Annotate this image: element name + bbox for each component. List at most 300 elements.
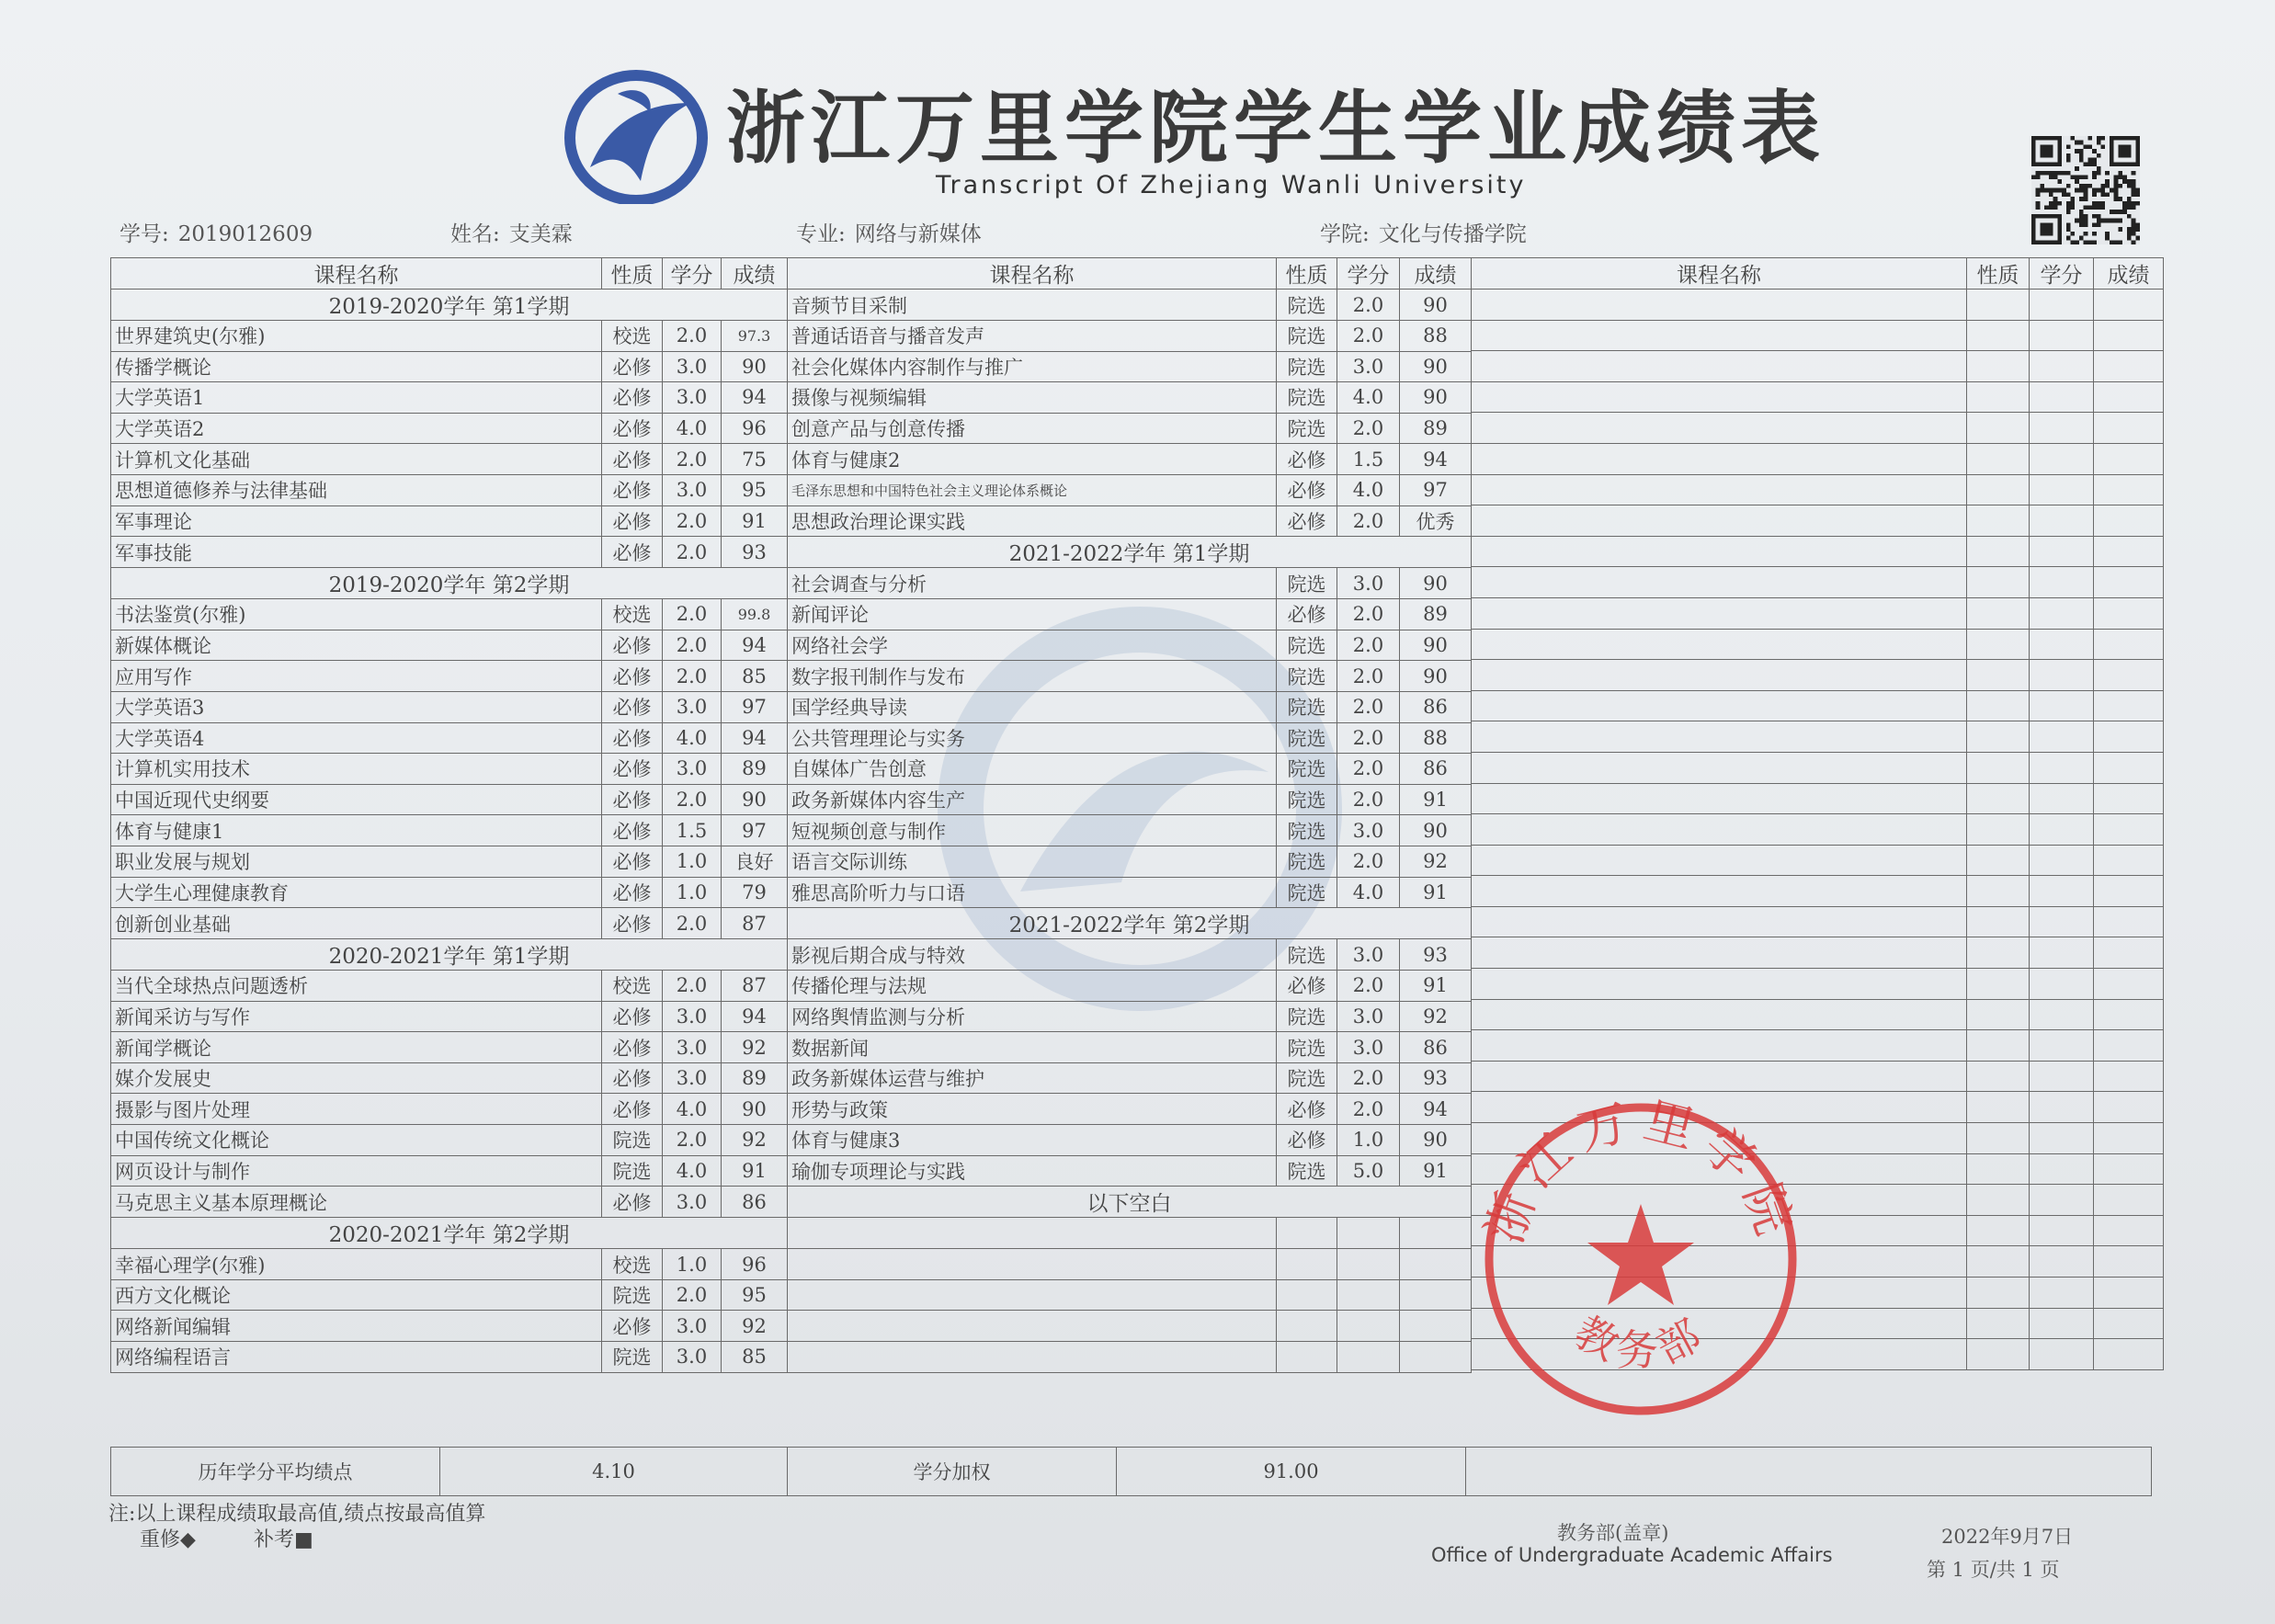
empty-cell <box>1472 474 1967 505</box>
course-score: 90 <box>1400 290 1472 321</box>
empty-cell <box>2094 1185 2164 1216</box>
course-type: 必修 <box>602 505 663 537</box>
header-type: 性质 <box>1277 258 1337 290</box>
table-row <box>1472 1061 2164 1092</box>
empty-cell <box>1967 1030 2030 1062</box>
course-type: 院选 <box>1277 661 1337 692</box>
semester-heading: 2021-2022学年 第1学期 <box>788 537 1472 568</box>
empty-cell <box>2030 290 2094 321</box>
course-type: 院选 <box>1277 382 1337 414</box>
course-credit: 2.0 <box>1337 784 1400 815</box>
header-type: 性质 <box>602 258 663 290</box>
table-row <box>111 722 1472 754</box>
course-name: 书法鉴赏(尔雅) <box>111 599 602 630</box>
course-credit: 2.0 <box>663 537 722 568</box>
header-credit: 学分 <box>2030 258 2094 290</box>
course-type: 院选 <box>1277 877 1337 908</box>
empty-cell <box>1400 1311 1472 1342</box>
course-name: 大学英语1 <box>111 382 602 414</box>
table-header-row <box>1472 258 2164 290</box>
empty-cell <box>1472 783 1967 814</box>
empty-cell <box>2030 1246 2094 1278</box>
course-type: 必修 <box>602 784 663 815</box>
header-course: 课程名称 <box>1472 258 1967 290</box>
empty-cell <box>2094 1308 2164 1339</box>
empty-cell <box>2030 906 2094 937</box>
table-row <box>111 691 1472 722</box>
course-credit: 3.0 <box>663 754 722 785</box>
empty-cell <box>2030 1123 2094 1154</box>
course-name: 自媒体广告创意 <box>788 754 1277 785</box>
course-name: 摄影与图片处理 <box>111 1094 602 1125</box>
course-type: 必修 <box>602 691 663 722</box>
empty-cell <box>1967 906 2030 937</box>
empty-cell <box>2094 1339 2164 1370</box>
empty-cell <box>1472 629 1967 660</box>
course-name: 体育与健康1 <box>111 815 602 846</box>
table-row <box>1472 752 2164 783</box>
table-row <box>1472 906 2164 937</box>
table-row <box>1472 597 2164 629</box>
course-name: 形势与政策 <box>788 1094 1277 1125</box>
table-row <box>1472 567 2164 598</box>
empty-cell <box>788 1311 1277 1342</box>
course-credit: 2.0 <box>1337 722 1400 754</box>
course-credit: 3.0 <box>1337 939 1400 971</box>
empty-cell <box>1967 1185 2030 1216</box>
course-credit: 4.0 <box>663 1094 722 1125</box>
empty-cell <box>2030 1061 2094 1092</box>
header-score: 成绩 <box>1400 258 1472 290</box>
course-credit: 3.0 <box>1337 351 1400 382</box>
course-credit: 2.0 <box>663 444 722 475</box>
course-credit: 3.0 <box>663 1311 722 1342</box>
empty-cell <box>2030 721 2094 753</box>
course-score: 90 <box>722 784 788 815</box>
empty-cell <box>2030 845 2094 876</box>
table-row <box>1472 629 2164 660</box>
table-row <box>111 1279 1472 1311</box>
course-name: 数据新闻 <box>788 1032 1277 1063</box>
empty-cell <box>1337 1279 1400 1311</box>
course-score: 97 <box>722 815 788 846</box>
course-type: 校选 <box>602 971 663 1002</box>
empty-cell <box>1967 1092 2030 1123</box>
course-credit: 2.0 <box>1337 661 1400 692</box>
course-name: 思想政治理论课实践 <box>788 505 1277 537</box>
empty-cell <box>2030 1092 2094 1123</box>
empty-cell <box>1472 351 1967 382</box>
note-text: 注:以上课程成绩取最高值,绩点按最高值算 <box>108 1503 486 1526</box>
empty-cell <box>1277 1279 1337 1311</box>
empty-cell <box>2030 505 2094 537</box>
course-type: 院选 <box>1277 754 1337 785</box>
seal-top-text: 浙江万里学院 <box>1475 1094 1806 1251</box>
course-score: 90 <box>722 1094 788 1125</box>
course-type: 必修 <box>1277 444 1337 475</box>
course-credit: 2.0 <box>663 661 722 692</box>
table-row <box>1472 536 2164 567</box>
course-name: 瑜伽专项理论与实践 <box>788 1155 1277 1187</box>
empty-cell <box>1472 937 1967 969</box>
course-credit: 2.0 <box>663 505 722 537</box>
course-name: 体育与健康2 <box>788 444 1277 475</box>
course-name: 社会化媒体内容制作与推广 <box>788 351 1277 382</box>
course-credit: 2.0 <box>663 321 722 352</box>
course-credit: 2.0 <box>663 784 722 815</box>
empty-cell <box>1967 783 2030 814</box>
empty-cell <box>1967 660 2030 691</box>
empty-cell <box>2094 505 2164 537</box>
svg-text:教务部 <box>1566 1307 1715 1376</box>
course-score: 96 <box>722 1249 788 1280</box>
course-name: 马克思主义基本原理概论 <box>111 1187 602 1218</box>
empty-cell <box>2094 1030 2164 1062</box>
table-row <box>111 1218 1472 1249</box>
course-credit: 4.0 <box>663 1155 722 1187</box>
empty-cell <box>2094 814 2164 846</box>
course-score: 90 <box>1400 630 1472 661</box>
empty-cell <box>1967 290 2030 321</box>
empty-cell <box>1967 443 2030 474</box>
header-credit: 学分 <box>1337 258 1400 290</box>
empty-cell <box>2030 752 2094 783</box>
empty-cell <box>2030 876 2094 907</box>
empty-cell <box>1472 505 1967 537</box>
page-subtitle: Transcript Of Zhejiang Wanli University <box>936 171 1527 199</box>
table-row <box>111 537 1472 568</box>
course-name: 网络编程语言 <box>111 1342 602 1373</box>
empty-cell <box>1472 999 1967 1030</box>
empty-cell <box>1472 969 1967 1000</box>
course-name: 大学生心理健康教育 <box>111 877 602 908</box>
empty-cell <box>2030 474 2094 505</box>
empty-cell <box>2094 876 2164 907</box>
course-credit: 2.0 <box>1337 321 1400 352</box>
course-score: 90 <box>1400 568 1472 599</box>
empty-cell <box>1472 567 1967 598</box>
course-score: 89 <box>722 1062 788 1094</box>
table-row <box>111 1125 1472 1156</box>
course-score: 87 <box>722 908 788 939</box>
course-type: 院选 <box>1277 413 1337 444</box>
empty-cell <box>2094 1278 2164 1309</box>
empty-cell <box>1967 690 2030 721</box>
course-score: 94 <box>1400 444 1472 475</box>
university-logo <box>563 66 710 204</box>
course-credit: 4.0 <box>663 413 722 444</box>
course-type: 院选 <box>1277 691 1337 722</box>
empty-cell <box>1967 320 2030 351</box>
table-row <box>111 1342 1472 1373</box>
course-credit: 3.0 <box>663 351 722 382</box>
course-type: 必修 <box>602 661 663 692</box>
course-score: 95 <box>722 474 788 505</box>
empty-cell <box>1472 1061 1967 1092</box>
empty-cell <box>1277 1218 1337 1249</box>
course-type: 院选 <box>1277 1155 1337 1187</box>
summary-row <box>110 1447 2152 1496</box>
course-name: 大学英语4 <box>111 722 602 754</box>
course-score: 89 <box>1400 413 1472 444</box>
course-name: 计算机实用技术 <box>111 754 602 785</box>
course-score: 92 <box>1400 846 1472 877</box>
course-score: 94 <box>722 722 788 754</box>
course-score: 91 <box>1400 971 1472 1002</box>
course-score: 92 <box>722 1311 788 1342</box>
empty-cell <box>1967 1278 2030 1309</box>
empty-cell <box>788 1342 1277 1373</box>
course-score: 94 <box>722 1001 788 1032</box>
header-course: 课程名称 <box>788 258 1277 290</box>
course-score: 89 <box>1400 599 1472 630</box>
empty-cell <box>2030 783 2094 814</box>
header-credit: 学分 <box>663 258 722 290</box>
table-row <box>1472 290 2164 321</box>
course-score: 97 <box>1400 474 1472 505</box>
course-name: 新闻学概论 <box>111 1032 602 1063</box>
empty-cell <box>1472 1030 1967 1062</box>
table-row <box>1472 999 2164 1030</box>
table-row <box>1472 845 2164 876</box>
course-name: 政务新媒体内容生产 <box>788 784 1277 815</box>
course-name: 军事技能 <box>111 537 602 568</box>
course-name: 西方文化概论 <box>111 1279 602 1311</box>
course-credit: 2.0 <box>1337 630 1400 661</box>
course-type: 必修 <box>602 382 663 414</box>
empty-cell <box>2030 1153 2094 1185</box>
semester-heading: 2021-2022学年 第2学期 <box>788 908 1472 939</box>
table-row <box>111 351 1472 382</box>
table-row <box>1472 660 2164 691</box>
course-credit: 4.0 <box>1337 382 1400 414</box>
table-row <box>111 444 1472 475</box>
empty-cell <box>1472 814 1967 846</box>
course-credit: 5.0 <box>1337 1155 1400 1187</box>
empty-cell <box>1337 1342 1400 1373</box>
course-credit: 1.5 <box>1337 444 1400 475</box>
course-type: 必修 <box>1277 505 1337 537</box>
table-row <box>111 1311 1472 1342</box>
course-type: 必修 <box>602 877 663 908</box>
course-credit: 4.0 <box>1337 474 1400 505</box>
table-row <box>1472 876 2164 907</box>
header-course: 课程名称 <box>111 258 602 290</box>
course-type: 院选 <box>1277 1001 1337 1032</box>
course-name: 传播伦理与法规 <box>788 971 1277 1002</box>
table-row <box>111 754 1472 785</box>
course-type: 必修 <box>602 537 663 568</box>
course-type: 院选 <box>1277 722 1337 754</box>
course-score: 良好 <box>722 846 788 877</box>
empty-cell <box>2030 381 2094 413</box>
course-type: 必修 <box>602 1062 663 1094</box>
course-credit: 2.0 <box>1337 1062 1400 1094</box>
course-credit: 3.0 <box>663 382 722 414</box>
table-row <box>1472 969 2164 1000</box>
empty-cell <box>1337 1249 1400 1280</box>
course-type: 必修 <box>602 630 663 661</box>
header-score: 成绩 <box>2094 258 2164 290</box>
empty-cell <box>1400 1279 1472 1311</box>
course-name: 思想道德修养与法律基础 <box>111 474 602 505</box>
header-type: 性质 <box>1967 258 2030 290</box>
course-credit: 2.0 <box>1337 413 1400 444</box>
empty-cell <box>2030 1339 2094 1370</box>
course-credit: 2.0 <box>1337 971 1400 1002</box>
student-major: 专业: 网络与新媒体 <box>796 222 982 246</box>
course-credit: 3.0 <box>663 1342 722 1373</box>
qr-code <box>2030 136 2142 244</box>
course-type: 必修 <box>602 754 663 785</box>
course-type: 必修 <box>1277 474 1337 505</box>
student-id: 学号: 2019012609 <box>119 222 313 246</box>
empty-cell <box>2030 1308 2094 1339</box>
empty-cell <box>2094 845 2164 876</box>
empty-cell <box>1967 597 2030 629</box>
table-row <box>1472 690 2164 721</box>
empty-cell <box>2094 999 2164 1030</box>
course-score: 94 <box>722 382 788 414</box>
table-row <box>1472 351 2164 382</box>
empty-cell <box>1277 1311 1337 1342</box>
table-row <box>111 568 1472 599</box>
empty-cell <box>1967 536 2030 567</box>
empty-cell <box>2030 660 2094 691</box>
course-type: 院选 <box>602 1155 663 1187</box>
course-name: 雅思高阶听力与口语 <box>788 877 1277 908</box>
course-score: 优秀 <box>1400 505 1472 537</box>
course-score: 85 <box>722 661 788 692</box>
course-name: 职业发展与规划 <box>111 846 602 877</box>
empty-cell <box>1967 845 2030 876</box>
course-score: 90 <box>1400 1125 1472 1156</box>
empty-cell <box>788 1249 1277 1280</box>
empty-cell <box>2030 536 2094 567</box>
empty-cell <box>1472 597 1967 629</box>
empty-cell <box>1400 1342 1472 1373</box>
course-credit: 1.0 <box>663 877 722 908</box>
course-credit: 3.0 <box>663 474 722 505</box>
table-row <box>111 877 1472 908</box>
semester-heading: 2020-2021学年 第1学期 <box>111 939 788 971</box>
course-score: 90 <box>1400 661 1472 692</box>
course-name: 新闻评论 <box>788 599 1277 630</box>
course-score: 89 <box>722 754 788 785</box>
course-type: 必修 <box>602 351 663 382</box>
table-row <box>1472 505 2164 537</box>
course-type: 校选 <box>602 1249 663 1280</box>
course-type: 必修 <box>602 474 663 505</box>
course-name: 网络舆情监测与分析 <box>788 1001 1277 1032</box>
course-type: 必修 <box>602 846 663 877</box>
empty-cell <box>1967 969 2030 1000</box>
course-type: 院选 <box>1277 568 1337 599</box>
empty-cell <box>1967 1123 2030 1154</box>
course-name: 影视后期合成与特效 <box>788 939 1277 971</box>
gpa-label: 历年学分平均绩点 <box>111 1448 440 1496</box>
empty-cell <box>1277 1342 1337 1373</box>
empty-cell <box>1967 937 2030 969</box>
empty-cell <box>1967 876 2030 907</box>
empty-cell <box>2094 567 2164 598</box>
course-score: 91 <box>722 505 788 537</box>
course-credit: 2.0 <box>663 908 722 939</box>
table-row <box>111 599 1472 630</box>
empty-cell <box>2094 597 2164 629</box>
empty-cell <box>1967 474 2030 505</box>
course-credit: 4.0 <box>663 722 722 754</box>
course-score: 93 <box>722 537 788 568</box>
course-name: 计算机文化基础 <box>111 444 602 475</box>
course-type: 必修 <box>602 1187 663 1218</box>
course-name: 社会调查与分析 <box>788 568 1277 599</box>
course-name: 语言交际训练 <box>788 846 1277 877</box>
empty-cell <box>2094 1153 2164 1185</box>
course-type: 院选 <box>1277 321 1337 352</box>
page-title: 浙江万里学院学生学业成绩表 <box>726 83 1826 175</box>
table-row <box>1472 1030 2164 1062</box>
course-name: 创意产品与创意传播 <box>788 413 1277 444</box>
course-score: 88 <box>1400 722 1472 754</box>
course-type: 必修 <box>602 815 663 846</box>
empty-cell <box>788 1218 1277 1249</box>
course-name: 新媒体概论 <box>111 630 602 661</box>
course-type: 院选 <box>1277 290 1337 321</box>
course-score: 91 <box>1400 1155 1472 1187</box>
course-credit: 3.0 <box>663 1187 722 1218</box>
table-row <box>1472 381 2164 413</box>
course-credit: 3.0 <box>663 1032 722 1063</box>
course-type: 院选 <box>1277 784 1337 815</box>
empty-cell <box>2030 1030 2094 1062</box>
course-name: 媒介发展史 <box>111 1062 602 1094</box>
table-row <box>111 1001 1472 1032</box>
table-row <box>111 939 1472 971</box>
course-name: 数字报刊制作与发布 <box>788 661 1277 692</box>
table-row <box>111 630 1472 661</box>
course-score: 88 <box>1400 321 1472 352</box>
course-type: 院选 <box>1277 1062 1337 1094</box>
student-college: 学院: 文化与传播学院 <box>1320 222 1527 246</box>
course-credit: 2.0 <box>1337 599 1400 630</box>
course-type: 必修 <box>1277 971 1337 1002</box>
course-score: 79 <box>722 877 788 908</box>
course-type: 必修 <box>1277 1094 1337 1125</box>
course-type: 院选 <box>1277 939 1337 971</box>
empty-cell <box>1967 999 2030 1030</box>
course-credit: 2.0 <box>1337 846 1400 877</box>
empty-cell <box>1472 413 1967 444</box>
empty-cell <box>2030 1278 2094 1309</box>
course-name: 大学英语2 <box>111 413 602 444</box>
course-score: 95 <box>722 1279 788 1311</box>
empty-cell <box>2094 413 2164 444</box>
table-row <box>111 908 1472 939</box>
empty-cell <box>2094 381 2164 413</box>
table-row <box>1472 814 2164 846</box>
empty-cell <box>2094 536 2164 567</box>
weighted-value: 91.00 <box>1117 1448 1466 1496</box>
empty-cell <box>1472 443 1967 474</box>
empty-cell <box>2030 1215 2094 1246</box>
course-type: 必修 <box>602 1094 663 1125</box>
empty-cell <box>1400 1249 1472 1280</box>
empty-cell <box>1967 1246 2030 1278</box>
table-row <box>1472 320 2164 351</box>
empty-cell <box>2030 1185 2094 1216</box>
course-score: 90 <box>1400 351 1472 382</box>
